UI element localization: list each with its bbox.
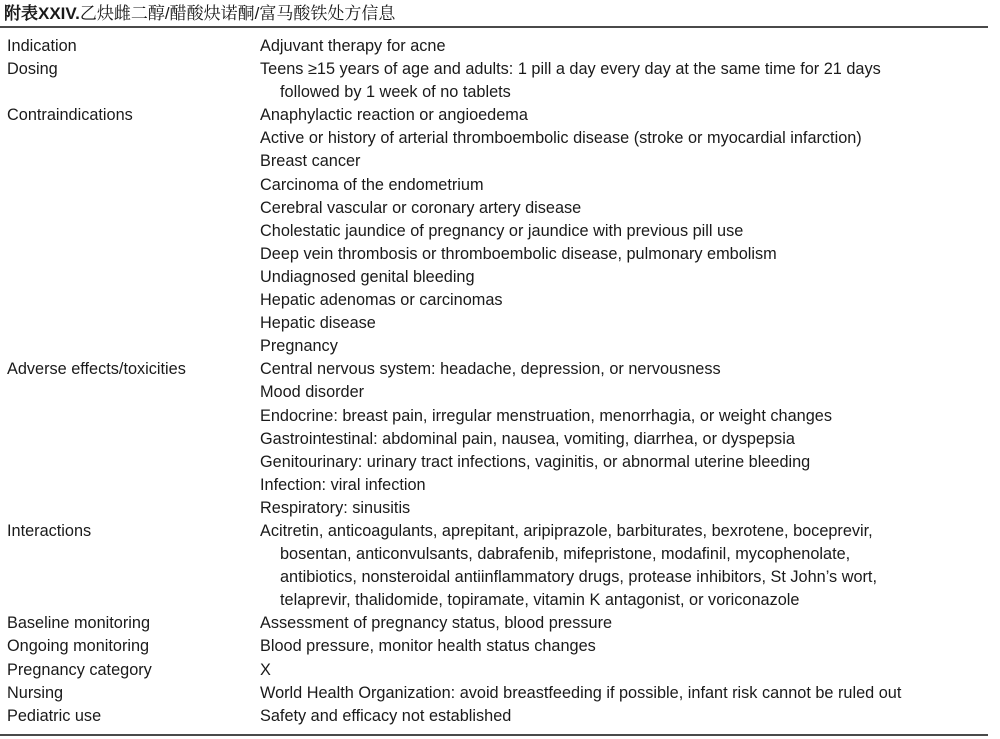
- row-label: Nursing: [7, 683, 64, 702]
- value-line: Safety and efficacy not established: [260, 706, 512, 725]
- table-row-indication: [7, 35, 992, 58]
- row-label: Dosing: [7, 60, 58, 79]
- table-row-nursing: [7, 682, 992, 705]
- table-row-pediatric-use: [7, 705, 992, 728]
- table-row-baseline-monitoring: [7, 612, 992, 635]
- value-line: Central nervous system: headache, depression, or nervousness: [260, 360, 721, 379]
- value-line: Gastrointestinal: abdominal pain, nausea, vomiting, diarrhea, or dyspepsia: [260, 429, 795, 448]
- row-values: [260, 635, 992, 658]
- table-row-ongoing-monitoring: [7, 635, 992, 658]
- value-line: Hepatic adenomas or carcinomas: [260, 291, 503, 310]
- row-label: Interactions: [7, 521, 92, 540]
- value-line: Respiratory: sinusitis: [260, 498, 411, 517]
- value-line-continued: bosentan, anticonvulsants, dabrafenib, mifepristone, modafinil, mycophenolate,: [280, 545, 851, 564]
- value-line: Cholestatic jaundice of pregnancy or jaundice with previous pill use: [260, 221, 744, 240]
- value-line: Mood disorder: [260, 383, 365, 402]
- row-label: Ongoing monitoring: [7, 637, 150, 656]
- value-line: Teens ≥15 years of age and adults: 1 pill a day every day at the same time for 21 days: [260, 60, 881, 79]
- table-row-contraindications: [7, 104, 992, 358]
- row-values: [260, 659, 992, 682]
- table-row-interactions: [7, 520, 992, 612]
- row-values: [260, 612, 992, 635]
- value-line-continued: followed by 1 week of no tablets: [280, 83, 511, 102]
- table-number: 附表XXIV.: [4, 4, 80, 23]
- value-line: Blood pressure, monitor health status changes: [260, 637, 596, 656]
- table-row-dosing: [7, 58, 992, 104]
- table-row-adverse-effects: [7, 358, 992, 520]
- row-label: Indication: [7, 37, 77, 55]
- row-label: Baseline monitoring: [7, 614, 150, 633]
- value-line: Deep vein thrombosis or thromboembolic disease, pulmonary embolism: [260, 244, 777, 263]
- value-line: Genitourinary: urinary tract infections, vaginitis, or abnormal uterine bleeding: [260, 452, 811, 471]
- row-label: Pediatric use: [7, 706, 102, 725]
- value-line: World Health Organization: avoid breastfeeding if possible, infant risk cannot be ruled out: [260, 683, 902, 702]
- row-values: [260, 35, 992, 58]
- row-values: [260, 58, 992, 104]
- value-line: Infection: viral infection: [260, 475, 426, 494]
- row-values: [260, 520, 992, 612]
- row-label: Contraindications: [7, 106, 133, 125]
- value-line: Endocrine: breast pain, irregular menstruation, menorrhagia, or weight changes: [260, 406, 832, 425]
- top-rule: [0, 26, 988, 28]
- value-line: Breast cancer: [260, 152, 361, 171]
- table-row-pregnancy-category: [7, 659, 992, 682]
- prescribing-info-table: [7, 35, 992, 728]
- row-label: Pregnancy category: [7, 660, 152, 679]
- value-line: Assessment of pregnancy status, blood pressure: [260, 614, 613, 633]
- value-line: Undiagnosed genital bleeding: [260, 267, 475, 286]
- value-line-continued: antibiotics, nonsteroidal antiinflammatory drugs, protease inhibitors, St John’s wort,: [280, 568, 877, 587]
- value-line: Active or history of arterial thromboembolic disease (stroke or myocardial infarction): [260, 129, 862, 148]
- row-values: [260, 705, 992, 728]
- value-line-continued: telaprevir, thalidomide, topiramate, vitamin K antagonist, or voriconazole: [280, 591, 800, 610]
- row-values: [260, 682, 992, 705]
- row-values: [260, 104, 992, 358]
- value-line: X: [260, 660, 271, 679]
- bottom-rule: [0, 734, 988, 736]
- value-line: Adjuvant therapy for acne: [260, 37, 446, 55]
- row-label: Adverse effects/toxicities: [7, 360, 186, 379]
- value-line: Hepatic disease: [260, 314, 376, 333]
- table-title: 乙炔雌二醇/醋酸炔诺酮/富马酸铁处方信息: [79, 4, 396, 23]
- value-line: Carcinoma of the endometrium: [260, 175, 484, 194]
- table-caption: [4, 3, 395, 25]
- value-line: Acitretin, anticoagulants, aprepitant, aripiprazole, barbiturates, bexrotene, boceprevir,: [260, 521, 873, 540]
- value-line: Cerebral vascular or coronary artery disease: [260, 198, 582, 217]
- row-values: [260, 358, 992, 520]
- value-line: Anaphylactic reaction or angioedema: [260, 106, 528, 125]
- value-line: Pregnancy: [260, 337, 338, 356]
